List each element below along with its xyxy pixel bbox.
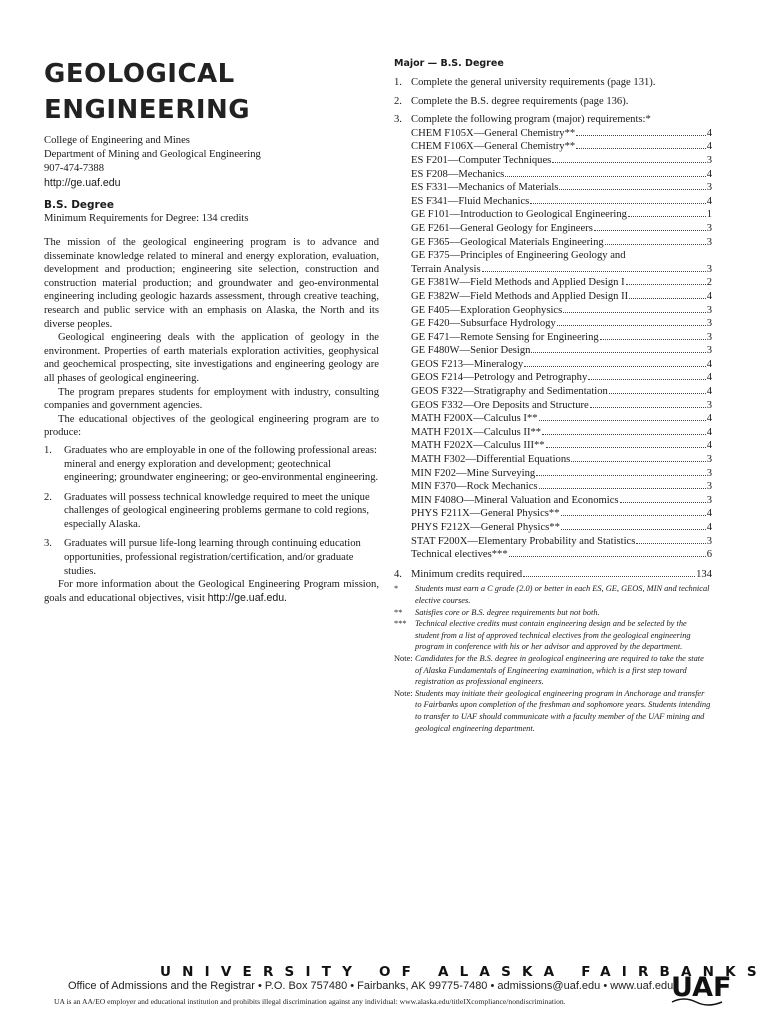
phone-number: 907-474-7388 xyxy=(44,163,105,174)
course-credits: 3 xyxy=(706,535,712,547)
course-row xyxy=(394,426,712,440)
requirement-1: 1. Complete the general university requirements (page 131). xyxy=(394,77,656,88)
course-name: GE F101—Introduction to Geological Engineering xyxy=(411,209,627,221)
leader-dots xyxy=(552,162,705,163)
course-name: GEOS F322—Stratigraphy and Sedimentation xyxy=(411,386,608,398)
course-row xyxy=(394,140,712,154)
leader-dots xyxy=(629,298,706,299)
leader-dots xyxy=(561,529,706,530)
program-url-link[interactable]: http://ge.uaf.edu xyxy=(207,591,285,604)
course-name: GE F471—Remote Sensing for Engineering xyxy=(411,331,599,343)
course-credits: 3 xyxy=(706,494,712,506)
leader-dots xyxy=(590,407,706,408)
course-row xyxy=(394,290,712,304)
course-name: CHEM F106X—General Chemistry** xyxy=(411,141,576,153)
course-credits: 6 xyxy=(706,549,712,561)
leader-dots xyxy=(530,203,705,204)
footnote-text: Candidates for the B.S. degree in geological engineering are required to take the state of Alaska Fundamentals of Engineering examination, which is a first step toward registration as professional engineers. xyxy=(415,653,704,687)
course-name: GEOS F332—Ore Deposits and Structure xyxy=(411,399,589,411)
page-title xyxy=(44,56,379,128)
course-credits: 3 xyxy=(706,467,712,479)
course-row xyxy=(394,222,712,236)
eeo-statement: UA is an AA/EO employer and educational institution and prohibits illegal discrimination against any individual: www.alaska.edu/titleIXcompliance/nondiscrimination. xyxy=(54,997,566,1006)
right-column xyxy=(394,58,712,734)
course-row xyxy=(394,127,712,141)
course-name: GE F375—Principles of Engineering Geology and xyxy=(411,250,626,262)
leader-dots xyxy=(536,475,706,476)
course-name: PHYS F211X—General Physics** xyxy=(411,508,560,520)
course-name: PHYS F212X—General Physics** xyxy=(411,522,560,533)
course-row xyxy=(394,358,712,372)
course-credits: 4 xyxy=(706,372,712,384)
course-credits: 3 xyxy=(706,182,712,194)
course-name: GE F382W—Field Methods and Applied Design II xyxy=(411,290,629,302)
footnote-text: Satisfies core or B.S. degree requirements but not both. xyxy=(415,607,600,617)
uaf-logo xyxy=(670,962,732,1006)
course-credits: 3 xyxy=(706,331,712,343)
college-name: College of Engineering and Mines xyxy=(44,135,190,146)
course-name: GEOS F213—Mineralogy xyxy=(411,358,524,370)
leader-dots xyxy=(539,488,706,489)
course-row xyxy=(394,331,712,345)
course-name: ES F341—Fluid Mechanics xyxy=(411,195,530,207)
footnote-text: Technical elective credits must contain engineering design and be selected by the student from a list of approved technical electives from the geological engineering program in conference with his or her advisor and approved by the department. xyxy=(415,619,691,652)
course-credits: 4 xyxy=(706,413,712,425)
course-row xyxy=(394,317,712,331)
course-name: GE F405—Exploration Geophysics xyxy=(411,304,563,316)
course-credits: 3 xyxy=(706,304,712,316)
leader-dots xyxy=(546,447,706,448)
course-credits: 4 xyxy=(706,290,712,302)
course-credits: 3 xyxy=(706,154,712,166)
course-row xyxy=(394,208,712,222)
course-name: ES F201—Computer Techniques xyxy=(411,154,552,166)
course-name: GEOS F214—Petrology and Petrography xyxy=(411,372,588,384)
leader-dots xyxy=(626,284,706,285)
course-list-a xyxy=(394,127,712,249)
requirement-4: 4. Minimum credits required 134 xyxy=(394,568,712,580)
course-credits: 4 xyxy=(706,440,712,452)
leader-dots xyxy=(620,502,706,503)
course-row xyxy=(394,494,712,508)
course-row xyxy=(394,535,712,549)
course-credits: 4 xyxy=(706,141,712,153)
course-row xyxy=(394,467,712,481)
mission-paragraph: The mission of the geological engineering program is to advance and disseminate knowledge related to mineral and energy exploration, evaluation, development and production; engineering site selection, construction and construction material production; and groundwater and geo-environmental engineering including geologic hazards assessment, through creative teaching, research and public service with an emphasis on Alaska, the North and its diverse peoples. xyxy=(44,237,379,330)
leader-dots xyxy=(524,366,706,367)
footnote-mark: * xyxy=(394,584,399,594)
course-name: GE F420—Subsurface Hydrology xyxy=(411,318,556,330)
course-row xyxy=(394,439,712,453)
footnote xyxy=(394,653,712,688)
footnote xyxy=(394,688,712,734)
course-credits: 4 xyxy=(706,168,712,180)
course-credits: 3 xyxy=(706,481,712,493)
course-row xyxy=(394,154,712,168)
leader-dots xyxy=(609,393,706,394)
leader-dots xyxy=(576,148,706,149)
course-row xyxy=(394,195,712,209)
leader-dots xyxy=(482,271,706,272)
course-credits: 4 xyxy=(706,508,712,520)
course-row xyxy=(394,344,712,358)
left-column xyxy=(44,56,379,605)
bs-degree-heading: B.S. Degree xyxy=(44,199,114,211)
description-paragraph: Geological engineering deals with the application of geology in the environment. Properties of earth materials exploration activities, geophysical and geochemical prospecting, site investigations and engineering geology are all phases of geological engineering. xyxy=(44,332,379,384)
course-credits: 3 xyxy=(706,345,712,357)
course-credits: 1 xyxy=(706,209,712,221)
leader-dots xyxy=(576,135,706,136)
course-credits: 3 xyxy=(706,236,712,248)
title-line-2: ENGINEERING xyxy=(44,95,251,125)
course-credits: 4 xyxy=(706,195,712,207)
course-credits: 3 xyxy=(706,454,712,466)
leader-dots xyxy=(539,420,706,421)
course-name: GE F261—General Geology for Engineers xyxy=(411,222,593,234)
leader-dots xyxy=(588,379,705,380)
leader-dots xyxy=(628,216,706,217)
course-name: MIN F202—Mine Surveying xyxy=(411,467,536,479)
footnote xyxy=(394,607,712,619)
course-credits: 3 xyxy=(706,222,712,234)
leader-dots xyxy=(561,515,706,516)
course-credits: 4 xyxy=(706,426,712,438)
course-name: GE F381W—Field Methods and Applied Design I xyxy=(411,277,625,289)
course-row xyxy=(394,480,712,494)
course-row xyxy=(394,249,712,263)
leader-dots xyxy=(509,556,706,557)
course-name: GE F365—Geological Materials Engineering xyxy=(411,236,604,248)
employment-paragraph: The program prepares students for employment with industry, consulting companies and government agencies. xyxy=(44,386,379,412)
university-name: UNIVERSITY OF ALASKA FAIRBANKS xyxy=(160,964,768,980)
leader-dots xyxy=(636,543,705,544)
objective-item: 2. Graduates will possess technical knowledge required to meet the unique challenges of geological engineering problems germane to cold regions, especially Alaska. xyxy=(44,491,370,530)
requirement-2: 2. Complete the B.S. degree requirements (page 136). xyxy=(394,95,629,107)
course-name: CHEM F105X—General Chemistry** xyxy=(411,127,576,139)
footnote-mark: *** xyxy=(394,619,407,629)
leader-dots xyxy=(600,339,706,340)
course-row xyxy=(394,263,712,277)
leader-dots xyxy=(594,230,706,231)
leader-dots xyxy=(605,244,706,245)
course-name: Terrain Analysis xyxy=(411,263,481,275)
objective-item: 1. Graduates who are employable in one of the following professional areas: mineral and energy exploration and development; geotechnical engineering; groundwater engineering; or geo-environmental engineering. xyxy=(44,444,379,484)
course-credits: 4 xyxy=(706,358,712,370)
leader-dots xyxy=(505,176,705,177)
office-contact-line: Office of Admissions and the Registrar • P.O. Box 757480 • Fairbanks, AK 99775-7480 • admissions@uaf.edu • www.uaf.edu xyxy=(68,980,674,992)
course-row xyxy=(394,371,712,385)
footnote-mark: Note: xyxy=(394,653,413,663)
course-list-b xyxy=(394,276,712,561)
footnote xyxy=(394,583,712,606)
course-name: MATH F201X—Calculus II** xyxy=(411,426,542,438)
course-name: ES F331—Mechanics of Materials xyxy=(411,182,559,194)
course-row xyxy=(394,385,712,399)
objectives-intro-paragraph: The educational objectives of the geological engineering program are to produce: xyxy=(44,413,379,439)
course-row xyxy=(394,236,712,250)
leader-dots xyxy=(557,325,706,326)
course-name: MATH F202X—Calculus III** xyxy=(411,440,545,452)
footnote-mark: ** xyxy=(394,607,403,617)
department-url-link[interactable]: http://ge.uaf.edu xyxy=(44,177,121,189)
course-credits: 4 xyxy=(706,522,712,533)
course-name: MATH F302—Differential Equations xyxy=(411,454,571,466)
course-name: Technical electives*** xyxy=(411,549,508,561)
leader-dots xyxy=(542,434,706,435)
course-credits: 2 xyxy=(706,277,712,289)
footnote-mark: Note: xyxy=(394,688,413,698)
footnote-text: Students may initiate their geological engineering program in Anchorage and transfer to Fairbanks upon completion of the freshman and sophomore years. Students intending to transfer to UAF should communicate with a faculty member of the UAF mining and geological engineering department. xyxy=(415,688,711,733)
requirement-3: 3. Complete the following program (major) requirements:* xyxy=(394,114,651,126)
leader-dots xyxy=(563,312,705,313)
course-name: MIN F408O—Mineral Valuation and Economics xyxy=(411,494,619,506)
leader-dots xyxy=(571,461,705,462)
footnotes xyxy=(394,583,712,734)
course-row xyxy=(394,507,712,521)
course-credits: 3 xyxy=(706,263,712,275)
course-name: ES F208—Mechanics xyxy=(411,168,505,180)
course-credits: 3 xyxy=(706,399,712,411)
footnote xyxy=(394,618,712,653)
footnote-text: Students must earn a C grade (2.0) or better in each ES, GE, GEOS, MIN and technical elective courses. xyxy=(415,584,710,605)
leader-dots xyxy=(531,352,705,353)
department-name: Department of Mining and Geological Engineering xyxy=(44,149,261,160)
svg-text:UAF: UAF xyxy=(671,972,732,1003)
objectives-list xyxy=(44,444,379,578)
course-row xyxy=(394,181,712,195)
course-name: STAT F200X—Elementary Probability and Statistics xyxy=(411,535,636,547)
course-row xyxy=(394,304,712,318)
mission-section xyxy=(44,236,379,440)
leader-dots xyxy=(559,189,705,190)
course-row xyxy=(394,521,712,535)
course-credits: 4 xyxy=(706,127,712,139)
closing-paragraph: For more information about the Geological Engineering Program mission, goals and educational objectives, visit http://ge.uaf.edu. xyxy=(44,579,379,604)
major-heading: Major — B.S. Degree xyxy=(394,58,504,69)
course-row xyxy=(394,276,712,290)
minimum-requirements: Minimum Requirements for Degree: 134 credits xyxy=(44,213,249,224)
title-line-1: GEOLOGICAL xyxy=(44,59,235,89)
course-row xyxy=(394,453,712,467)
leader-dots xyxy=(523,576,695,577)
minimum-credits-value: 134 xyxy=(696,568,712,580)
course-row xyxy=(394,168,712,182)
course-credits: 4 xyxy=(706,386,712,398)
course-credits: 3 xyxy=(706,318,712,330)
course-name: MATH F200X—Calculus I** xyxy=(411,413,538,425)
course-name: GE F480W—Senior Design xyxy=(411,345,531,357)
course-row xyxy=(394,412,712,426)
course-name: MIN F370—Rock Mechanics xyxy=(411,481,538,493)
course-row xyxy=(394,399,712,413)
objective-item: 3. Graduates will pursue life-long learning through continuing education opportunities, professional registration/certification, and/or graduate studies. xyxy=(44,538,361,577)
course-row xyxy=(394,548,712,562)
